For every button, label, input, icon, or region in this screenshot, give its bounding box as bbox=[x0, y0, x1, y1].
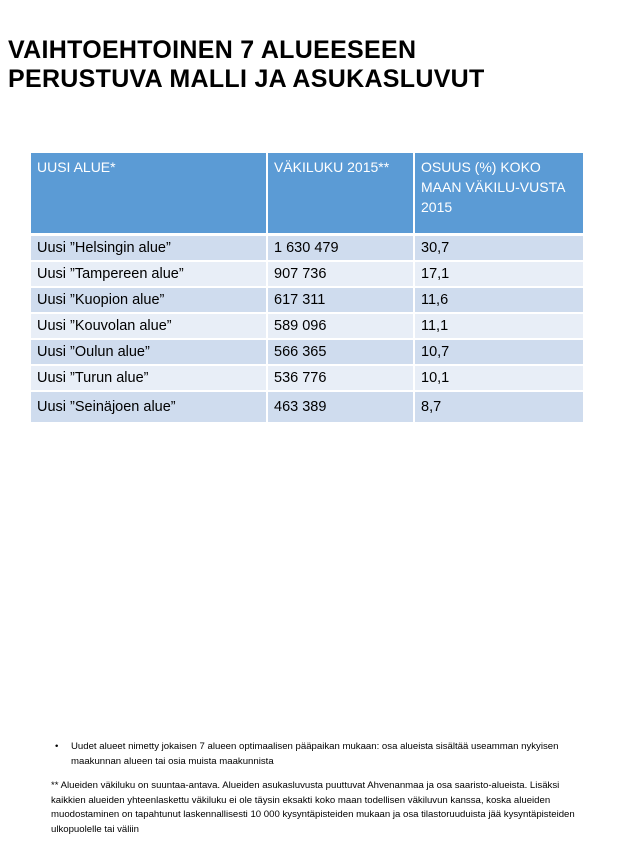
cell-region: Uusi ”Kouvolan alue” bbox=[31, 313, 267, 339]
table-row bbox=[31, 339, 583, 365]
table-row bbox=[31, 365, 583, 391]
cell-share: 10,1 bbox=[414, 365, 583, 391]
cell-region: Uusi ”Kuopion alue” bbox=[31, 287, 267, 313]
cell-population: 463 389 bbox=[267, 391, 414, 423]
bullet-marker: • bbox=[55, 741, 59, 752]
cell-region: Uusi ”Helsingin alue” bbox=[31, 235, 267, 262]
table-row bbox=[31, 313, 583, 339]
cell-population: 1 630 479 bbox=[267, 235, 414, 262]
table-row bbox=[31, 235, 583, 262]
cell-population: 566 365 bbox=[267, 339, 414, 365]
cell-population: 907 736 bbox=[267, 261, 414, 287]
cell-share: 17,1 bbox=[414, 261, 583, 287]
page-title-line-2: PERUSTUVA MALLI JA ASUKASLUVUT bbox=[8, 65, 485, 93]
header-region: UUSI ALUE* bbox=[31, 153, 267, 235]
cell-share: 30,7 bbox=[414, 235, 583, 262]
population-table bbox=[31, 153, 583, 424]
header-share: OSUUS (%) KOKO MAAN VÄKILU-VUSTA 2015 bbox=[414, 153, 583, 235]
cell-share: 10,7 bbox=[414, 339, 583, 365]
bullet-note-text: Uudet alueet nimetty jokaisen 7 alueen optimaalisen pääpaikan mukaan: osa alueista sisältää useamman nykyisen maakunnan alueen tai osia muista maakunnista bbox=[71, 741, 559, 767]
cell-population: 617 311 bbox=[267, 287, 414, 313]
cell-region: Uusi ”Turun alue” bbox=[31, 365, 267, 391]
cell-population: 589 096 bbox=[267, 313, 414, 339]
cell-share: 11,6 bbox=[414, 287, 583, 313]
bullet-note bbox=[55, 740, 595, 769]
cell-region: Uusi ”Seinäjoen alue” bbox=[31, 391, 267, 423]
table-header-row bbox=[31, 153, 583, 235]
page-title bbox=[8, 36, 628, 94]
page-title-line-1: VAIHTOEHTOINEN 7 ALUEESEEN bbox=[8, 36, 417, 64]
header-population: VÄKILUKU 2015** bbox=[267, 153, 414, 235]
table-row bbox=[31, 261, 583, 287]
cell-share: 8,7 bbox=[414, 391, 583, 423]
cell-share: 11,1 bbox=[414, 313, 583, 339]
notes-section bbox=[51, 740, 595, 837]
cell-population: 536 776 bbox=[267, 365, 414, 391]
cell-region: Uusi ”Tampereen alue” bbox=[31, 261, 267, 287]
cell-region: Uusi ”Oulun alue” bbox=[31, 339, 267, 365]
table-row bbox=[31, 391, 583, 423]
table-row bbox=[31, 287, 583, 313]
population-footnote: ** Alueiden väkiluku on suuntaa-antava. Alueiden asukasluvusta puuttuvat Ahvenanmaa ja osa saaristo-alueista. Lisäksi kaikkien alueiden yhteenlaskettu väkiluku ei ole täysin eksakti koko maan todellisen väkiluvun kanssa, koska alueiden muodostaminen on tapahtunut laskennallisesti 10 000 kysyntäpisteiden mukaan ja osa tilastoruuduista jää kysyntäpisteiden ulkopuolelle tai väliin bbox=[51, 780, 575, 835]
